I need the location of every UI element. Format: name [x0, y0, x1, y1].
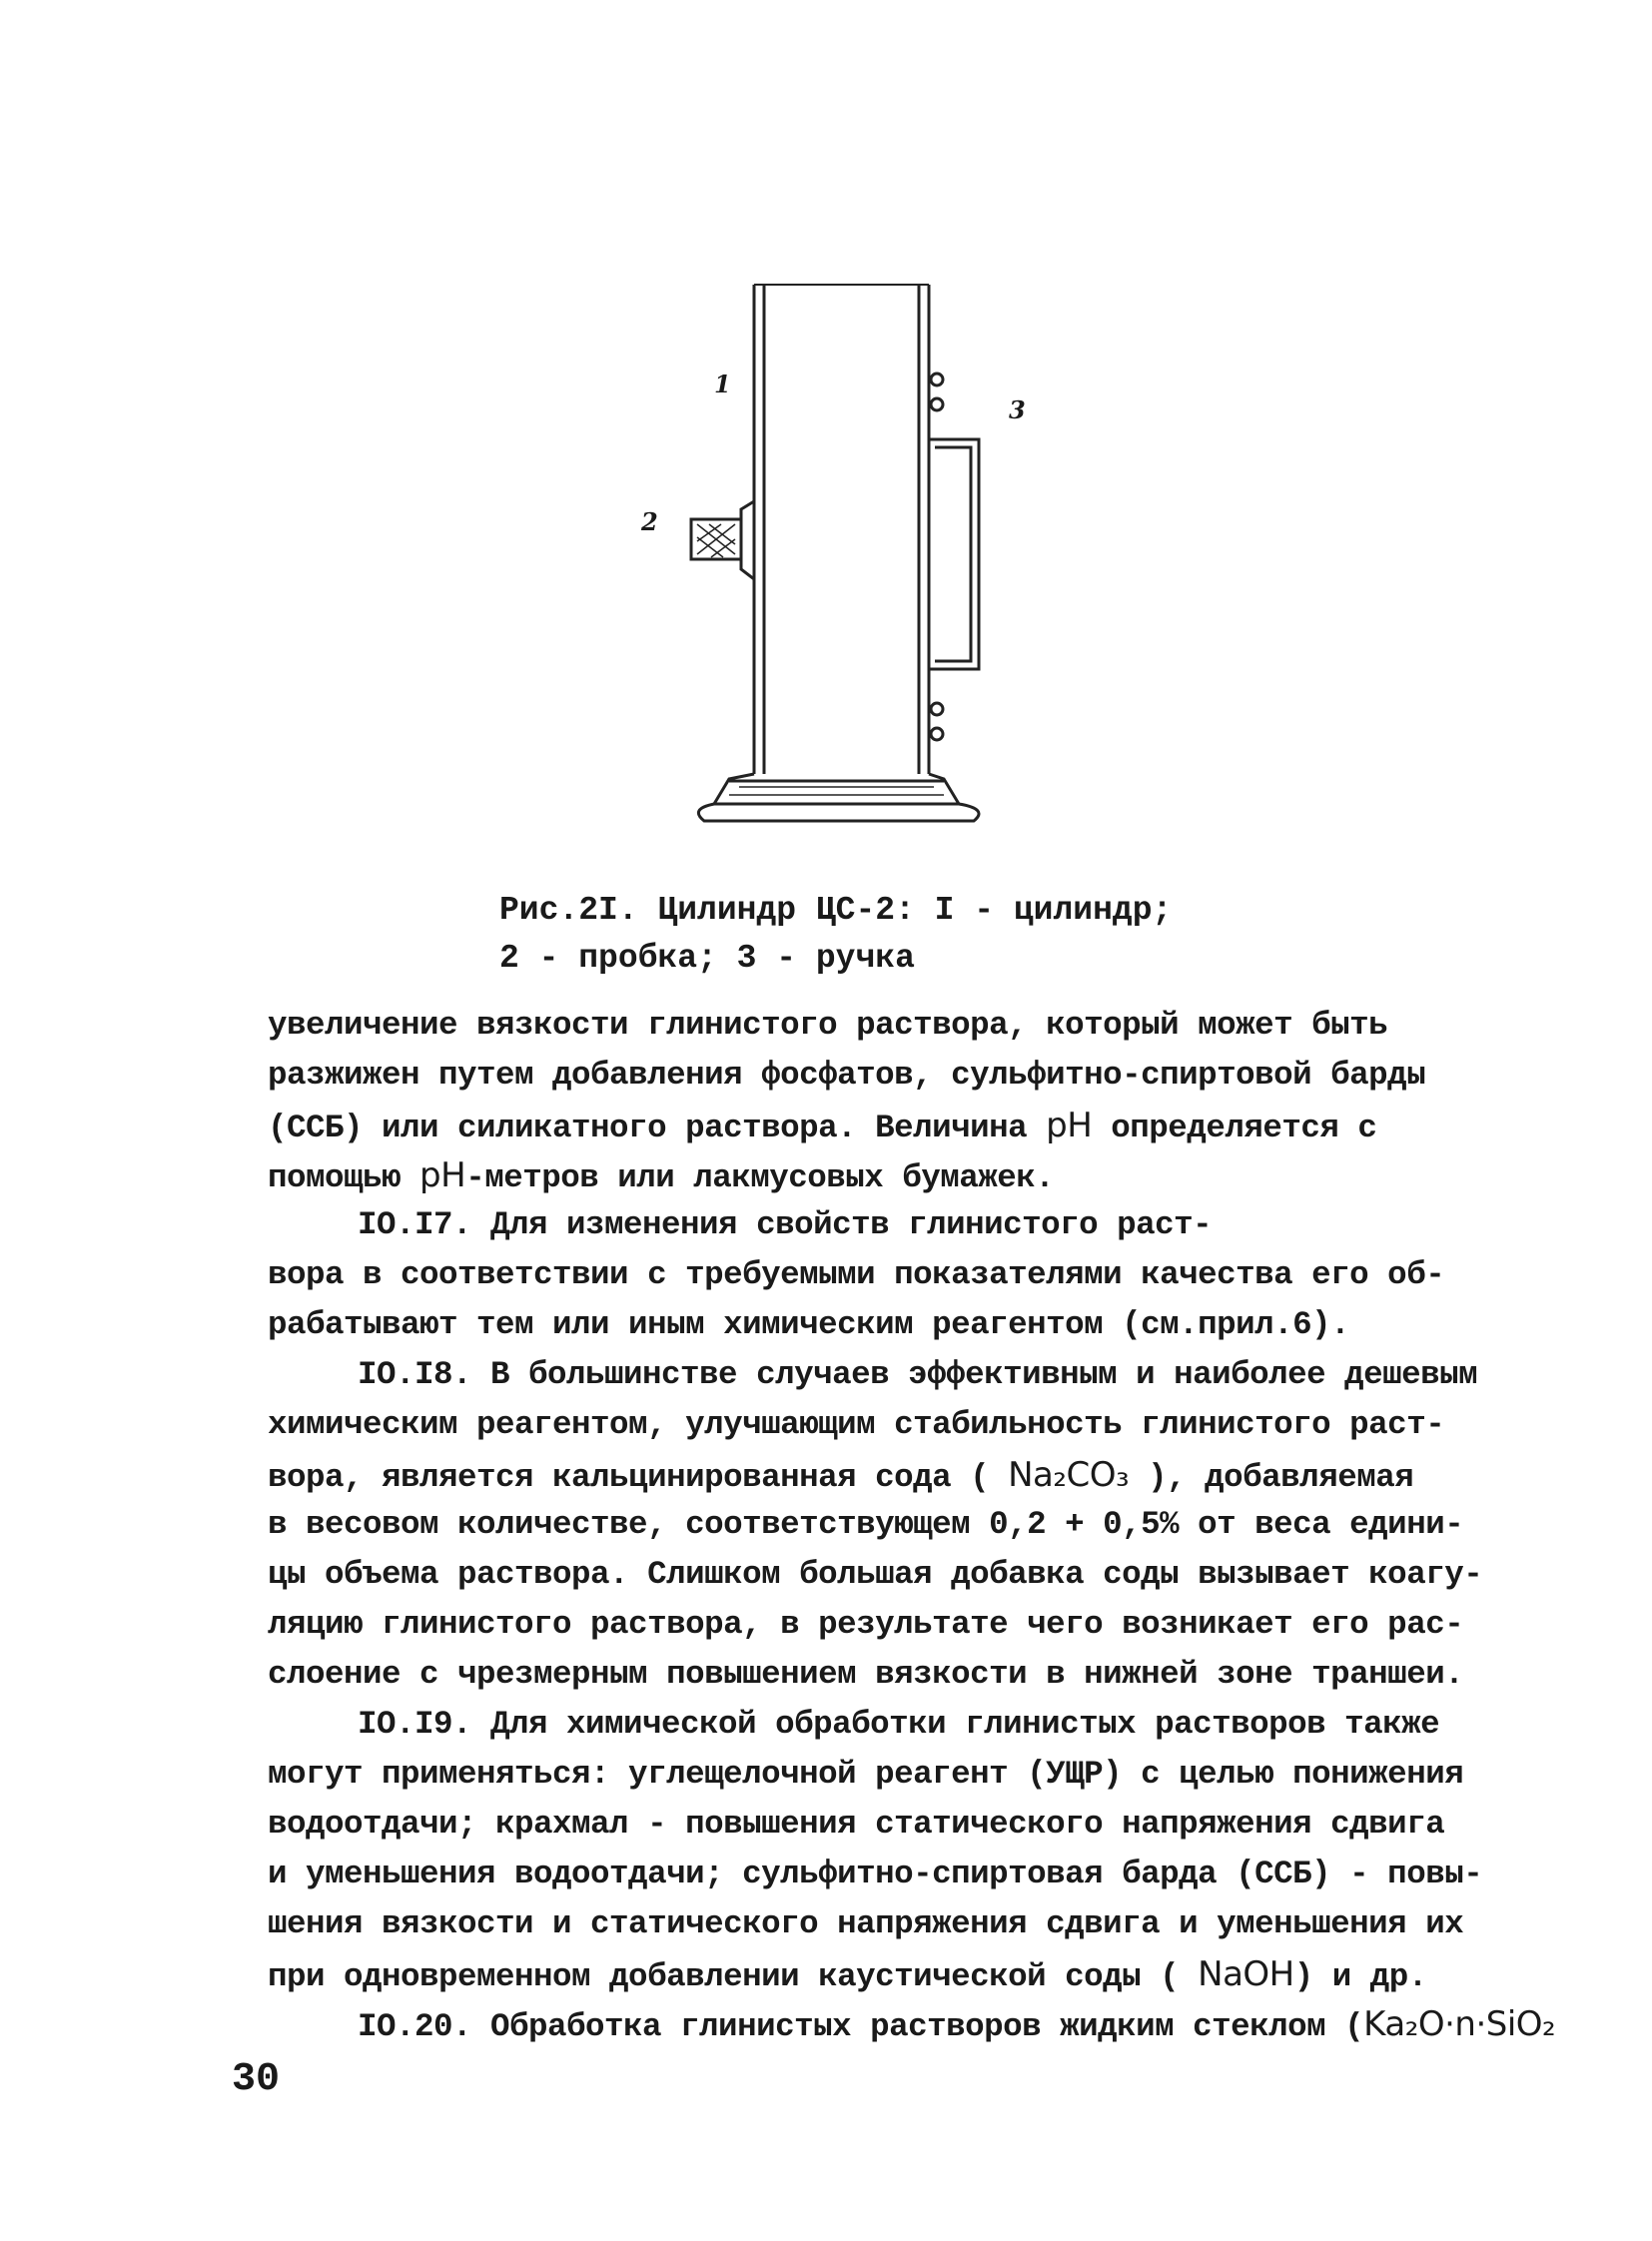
- text-line: вора в соответствии с требуемыми показателями качества его об-: [268, 1256, 1445, 1293]
- text-line: [268, 1150, 1426, 1200]
- text-line: [268, 1101, 1426, 1150]
- text-segment: определяется с: [1092, 1110, 1377, 1146]
- text-line: слоение с чрезмерным повышением вязкости в нижней зоне траншеи.: [268, 1656, 1464, 1693]
- section-heading-10-17: IO.I7. Для изменения свойств глинистого раст-: [358, 1206, 1213, 1243]
- cylinder-figure: [619, 270, 1039, 839]
- base: [714, 774, 959, 804]
- text-segment: ) и др.: [1293, 1958, 1427, 1995]
- text-line: и уменьшения водоотдачи; сульфитно-спиртовая барда (ССБ) - повы-: [268, 1856, 1483, 1892]
- text-line: ляцию глинистого раствора, в результате чего возникает его рас-: [268, 1606, 1464, 1643]
- text-segment: -метров или лакмусовых бумажек.: [465, 1159, 1055, 1196]
- figure-label-3: 3: [1009, 395, 1026, 424]
- page-number: 30: [232, 2057, 281, 2102]
- text-line: [268, 1949, 1426, 1999]
- text-segment: при одновременном добавлении каустической соды (: [268, 1958, 1199, 1995]
- formula-naoh: NaOH: [1198, 1954, 1294, 1994]
- text-line: химическим реагентом, улучшающим стабильность глинистого раст-: [268, 1406, 1445, 1443]
- text-segment: ), добавляемая: [1129, 1459, 1414, 1496]
- text-segment: вора, является кальцинированная сода (: [268, 1459, 1009, 1496]
- body-text: [268, 1001, 1556, 2049]
- caption-line-1: Рис.2I. Цилиндр ЦС-2: I - цилиндр;: [499, 892, 1173, 929]
- text-line: увеличение вязкости глинистого раствора, который может быть: [268, 1007, 1388, 1044]
- section-heading-10-20: [268, 1999, 1556, 2049]
- figure-caption: [499, 887, 1318, 983]
- section-heading-10-19: IO.I9. Для химической обработки глинистых растворов также: [358, 1706, 1440, 1743]
- formula-ph: pH: [1046, 1106, 1093, 1145]
- figure-label-2: 2: [641, 507, 658, 536]
- section-heading-10-18: IO.I8. В большинстве случаев эффективным и наиболее дешевым: [358, 1356, 1478, 1393]
- text-line: [268, 1450, 1426, 1500]
- text-line: шения вязкости и статического напряжения сдвига и уменьшения их: [268, 1905, 1464, 1942]
- text-line: цы объема раствора. Слишком большая добавка соды вызывает коагу-: [268, 1556, 1483, 1593]
- text-line: водоотдачи; крахмал - повышения статического напряжения сдвига: [268, 1806, 1445, 1843]
- cylinder-drawing: [619, 270, 1039, 839]
- text-segment: (ССБ) или силикатного раствора. Величина: [268, 1110, 1047, 1146]
- formula-na2co3: Na₂CO₃: [1008, 1455, 1130, 1495]
- text-line: рабатывают тем или иным химическим реагентом (см.прил.6).: [268, 1306, 1350, 1343]
- formula-water-glass: Ka₂O·n·SiO₂: [1363, 2004, 1556, 2044]
- caption-line-2: 2 - пробка; 3 - ручка: [499, 940, 915, 977]
- formula-ph: pH: [419, 1155, 466, 1195]
- text-segment: помощью: [268, 1159, 420, 1196]
- text-line: могут применяться: углещелочной реагент (УЩР) с целью понижения: [268, 1756, 1464, 1793]
- text-line: в весовом количестве, соответствующем 0,2 + 0,5% от веса едини-: [268, 1506, 1464, 1543]
- text-line: разжижен путем добавления фосфатов, сульфитно-спиртовой барды: [268, 1057, 1426, 1094]
- figure-label-1: 1: [714, 370, 731, 398]
- text-segment: IO.20. Обработка глинистых растворов жидким стеклом (: [358, 2008, 1364, 2045]
